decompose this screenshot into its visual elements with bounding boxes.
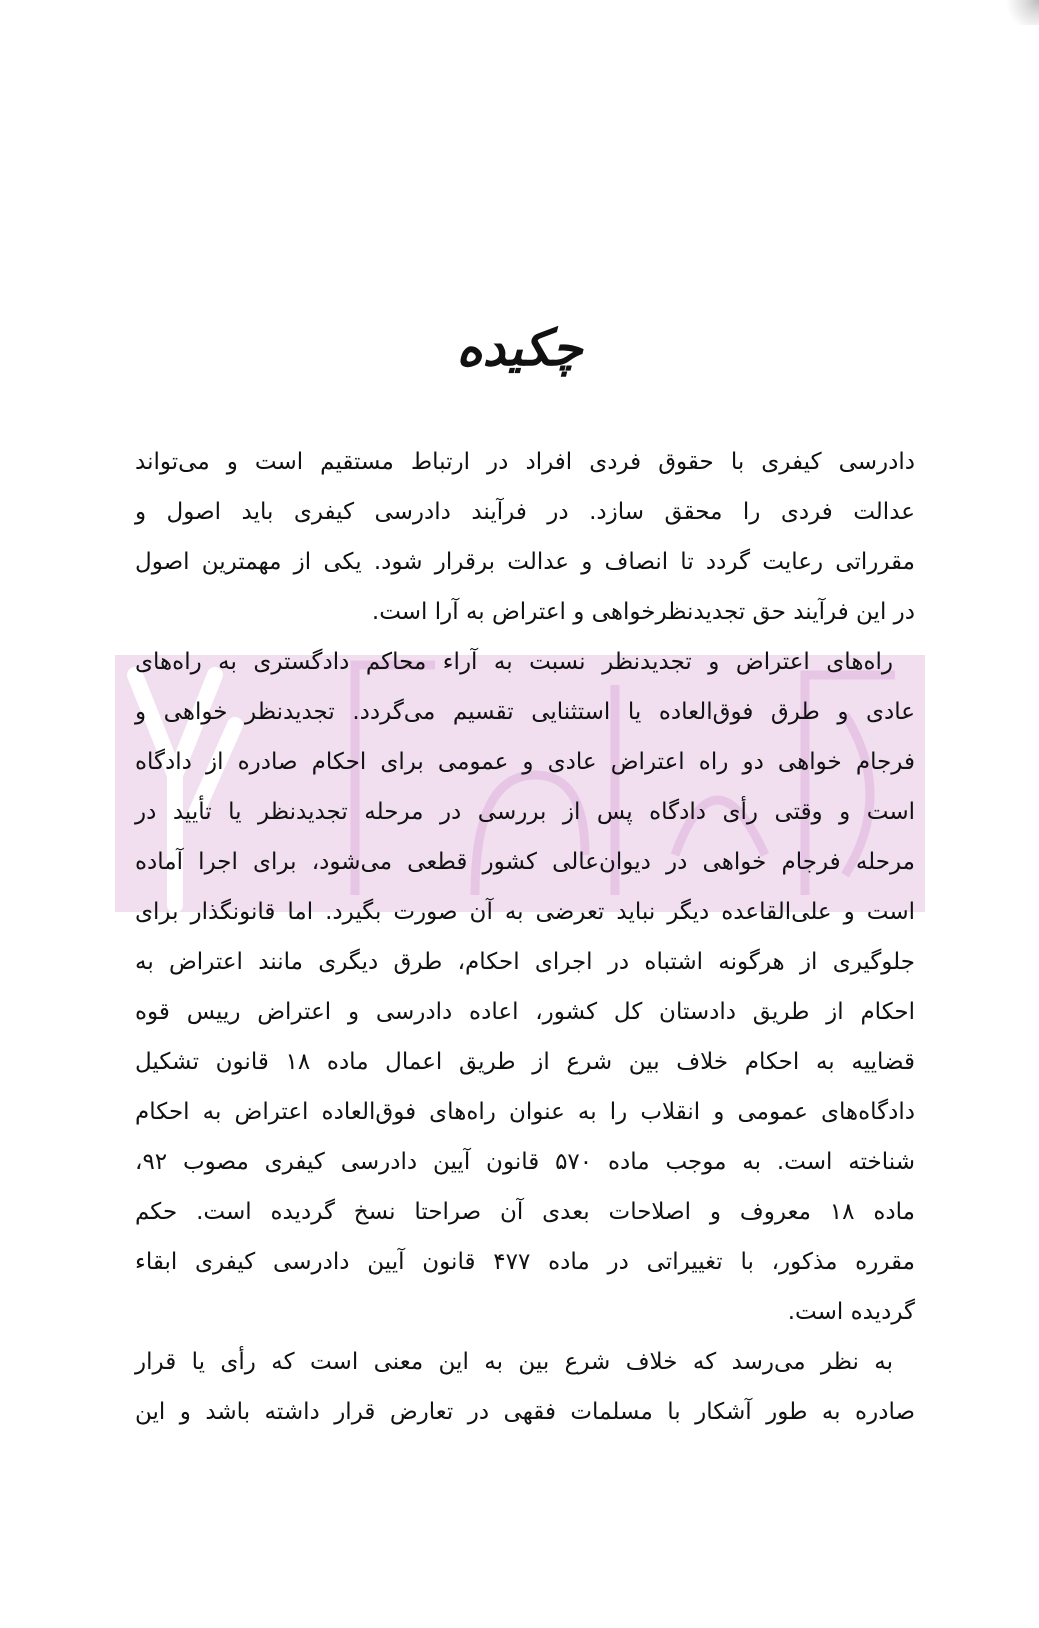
text-line: فرجام خواهی دو راه اعتراض عادی و عمومی برای احکام صادره از دادگاه [135,749,915,775]
text-line: صادره به طور آشکار با مسلمات فقهی در تعارض قرار داشته باشد و این [135,1399,915,1425]
text-line: ماده ۱۸ معروف و اصلاحات بعدی آن صراحتا نسخ گردیده است. حکم [135,1199,915,1225]
text-line: مقرراتی رعایت گردد تا انصاف و عدالت برقرار شود. یکی از مهمترین اصول [135,549,915,575]
text-line: عدالت فردی را محقق سازد. در فرآیند دادرسی کیفری باید اصول و [135,499,915,525]
page-corner-scan-artifact [999,0,1039,25]
text-line: به نظر می‌رسد که خلاف شرع بین به این معنی است که رأی یا قرار [135,1349,893,1375]
page-title: چکیده [456,318,583,377]
text-line: راه‌های اعتراض و تجدیدنظر نسبت به آراء محاکم دادگستری به راه‌های [135,649,893,675]
text-line: مرحله فرجام خواهی در دیوان‌عالی کشور قطعی می‌شود، برای اجرا آماده [135,849,915,875]
paragraph-1 [135,437,915,637]
text-line: مقرره مذکور، با تغییراتی در ماده ۴۷۷ قانون آیین دادرسی کیفری ابقاء [135,1249,915,1275]
paragraph-3 [135,1337,915,1437]
paragraph-2 [135,637,915,1337]
text-line: است و علی‌القاعده دیگر نباید تعرضی به آن صورت بگیرد. اما قانونگذار برای [135,899,915,925]
text-line: احکام از طریق دادستان کل کشور، اعاده دادرسی و اعتراض رییس قوه [135,999,915,1025]
text-line: گردیده است. [787,1299,915,1325]
text-line: دادرسی کیفری با حقوق فردی افراد در ارتباط مستقیم است و می‌تواند [135,449,915,475]
text-line: شناخته است. به موجب ماده ۵۷۰ قانون آیین دادرسی کیفری مصوب ۹۲، [135,1149,915,1175]
text-line: عادی و طرق فوق‌العاده یا استثنایی تقسیم می‌گردد. تجدیدنظر خواهی و [135,699,915,725]
text-line: است و وقتی رأی دادگاه پس از بررسی در مرحله تجدیدنظر یا تأیید در [135,799,915,825]
text-line: در این فرآیند حق تجدیدنظرخواهی و اعتراض به آرا است. [371,599,915,625]
text-line: قضاییه به احکام خلاف بین شرع از طریق اعمال ماده ۱۸ قانون تشکیل [135,1049,915,1075]
text-line: جلوگیری از هرگونه اشتباه در اجرای احکام، طرق دیگری مانند اعتراض به [135,949,915,975]
text-line: دادگاه‌های عمومی و انقلاب را به عنوان راه‌های فوق‌العاده اعتراض به احکام [135,1099,915,1125]
abstract-body [135,437,915,1437]
